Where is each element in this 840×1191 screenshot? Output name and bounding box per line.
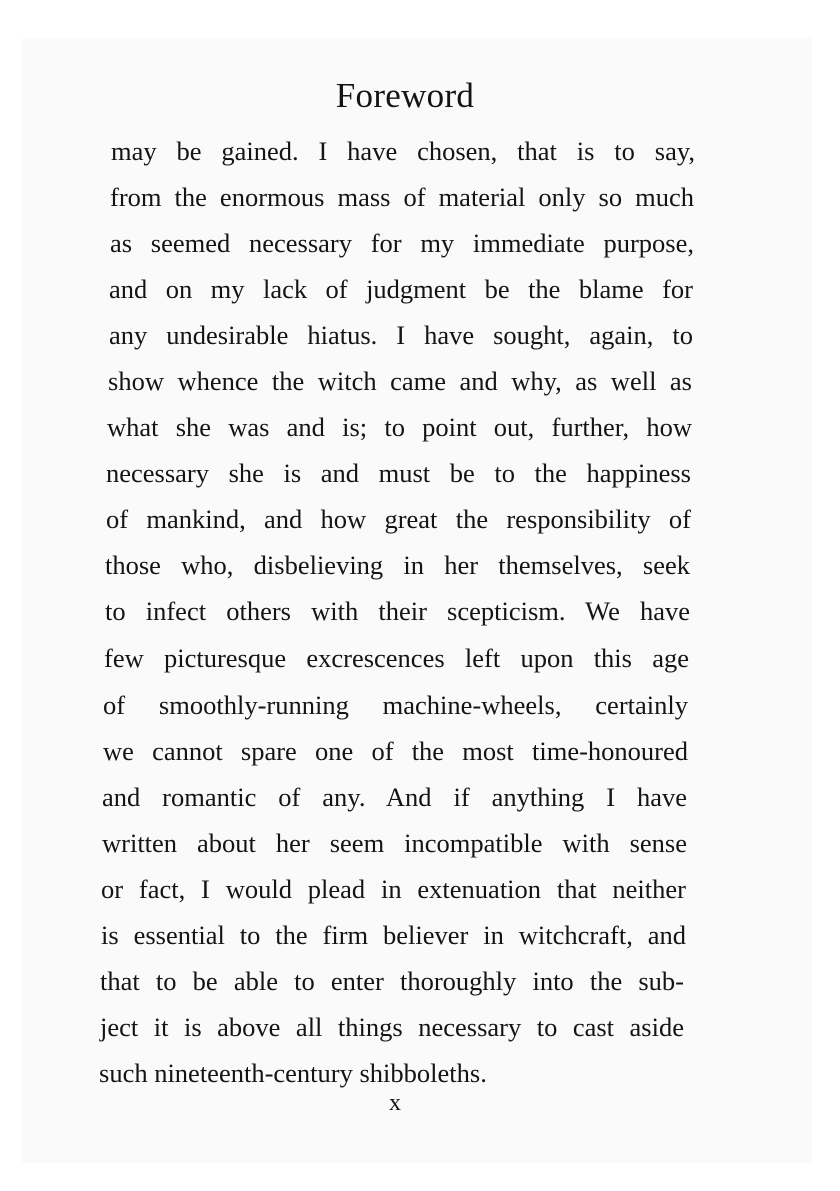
text-line: that to be able to enter thoroughly into the sub-	[100, 966, 684, 996]
running-heading: Foreword	[335, 76, 475, 115]
text-line: may be gained. I have chosen, that is to say,	[111, 136, 695, 166]
text-line: and romantic of any. And if anything I have	[102, 782, 687, 812]
text-line: of mankind, and how great the responsibility of	[106, 504, 691, 534]
text-line: show whence the witch came and why, as well as	[108, 366, 692, 396]
text-line: ject it is above all things necessary to cast aside	[100, 1012, 684, 1042]
text-line: few picturesque excrescences left upon this age	[104, 643, 689, 673]
text-line: necessary she is and must be to the happiness	[106, 458, 691, 488]
text-line: is essential to the firm believer in witchcraft, and	[101, 920, 686, 950]
text-line: from the enormous mass of material only so much	[110, 182, 694, 212]
text-line: of smoothly-running machine-wheels, certainly	[103, 690, 688, 720]
text-line: such nineteenth-century shibboleths.	[99, 1058, 487, 1088]
text-line: what she was and is; to point out, further, how	[107, 412, 692, 442]
text-line: to infect others with their scepticism. We have	[105, 596, 690, 626]
text-line: we cannot spare one of the most time-honoured	[103, 736, 688, 766]
text-line: those who, disbelieving in her themselves, seek	[105, 550, 690, 580]
text-line: any undesirable hiatus. I have sought, again, to	[109, 320, 693, 350]
text-line: as seemed necessary for my immediate purpose,	[110, 228, 694, 258]
text-line: or fact, I would plead in extenuation that neither	[101, 874, 686, 904]
text-line: written about her seem incompatible with sense	[102, 828, 687, 858]
page-number: x	[389, 1090, 401, 1116]
text-line: and on my lack of judgment be the blame for	[109, 274, 693, 304]
